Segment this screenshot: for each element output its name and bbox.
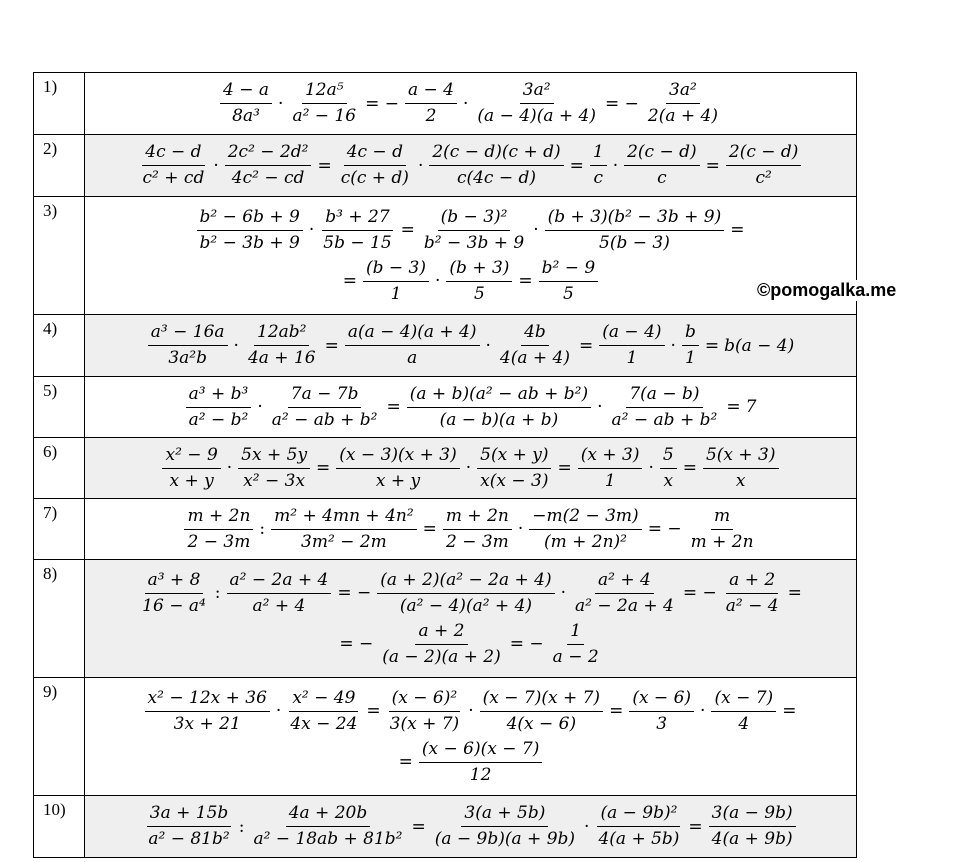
fraction (529, 504, 641, 555)
table-row (34, 498, 856, 559)
numerator: (x − 6) (629, 686, 694, 712)
numerator: (b − 3)² (438, 205, 511, 231)
operator: · (213, 155, 219, 176)
operator: · (275, 701, 282, 721)
fraction (550, 619, 602, 670)
denominator: b² − 3b + 9 (199, 232, 300, 253)
denominator: 3x + 21 (173, 713, 241, 734)
expression-text: 7 (745, 397, 757, 417)
denominator: 4(a + 9b) (711, 829, 793, 849)
fraction (184, 504, 253, 555)
fraction (599, 320, 664, 371)
denominator: 5 (563, 283, 574, 304)
fraction (578, 443, 643, 494)
fraction (539, 256, 599, 307)
numerator: b² − 9 (539, 256, 599, 282)
operator: = (730, 220, 745, 240)
numerator: (a + b)(a² − ab + b²) (407, 382, 591, 408)
denominator: 5 (474, 283, 485, 304)
equation-line (142, 686, 800, 737)
operator: · (533, 220, 539, 240)
equation-line (137, 140, 805, 191)
denominator: m + 2n (690, 531, 754, 552)
numerator: 4 − a (220, 78, 272, 104)
denominator: 4(a + 4) (499, 348, 570, 368)
fraction (419, 737, 542, 788)
operator: = (316, 458, 331, 478)
numerator: 7a − 7b (288, 382, 362, 408)
numerator: (a − 9b)² (597, 801, 680, 827)
operator: · (612, 155, 619, 176)
denominator: a² − 16 (292, 106, 357, 126)
denominator: 1 (390, 283, 402, 304)
operator: = (726, 397, 741, 417)
operator: = (518, 271, 533, 291)
operator: = (579, 335, 594, 356)
operator: = − (604, 93, 639, 114)
numerator: a³ − 16a (148, 320, 228, 346)
row-number: 5) (34, 377, 85, 437)
numerator: 12ab² (254, 320, 309, 346)
fraction (345, 320, 480, 371)
fraction (289, 78, 359, 129)
numerator: 1 (567, 619, 584, 645)
operator: = (782, 701, 797, 721)
numerator: a² − 2a + 4 (227, 568, 332, 594)
table-row (34, 314, 856, 376)
denominator: (a − 2)(a + 2) (382, 646, 501, 667)
operator: · (463, 93, 469, 114)
solutions-table (33, 72, 857, 858)
denominator: (m + 2n)² (543, 531, 627, 552)
denominator: 12 (469, 764, 492, 785)
numerator: 2c² − 2d² (225, 140, 312, 166)
fraction (726, 140, 802, 191)
fraction (497, 320, 573, 371)
numerator: 12a⁵ (302, 78, 347, 104)
numerator: 1 (590, 140, 607, 166)
numerator: b² − 6b + 9 (197, 205, 303, 231)
fraction (269, 382, 381, 433)
numerator: 4c − d (344, 140, 406, 166)
operator: = (688, 816, 703, 837)
fraction (629, 686, 694, 737)
row-number: 2) (34, 135, 85, 196)
numerator: (x + 3) (578, 443, 643, 469)
table-row (34, 196, 856, 314)
denominator: x + y (169, 470, 214, 491)
denominator: 2(a + 4) (647, 106, 718, 126)
equation-line (142, 801, 798, 852)
operator: · (278, 93, 284, 114)
denominator: a² − ab + b² (611, 409, 718, 430)
fraction (595, 801, 682, 852)
denominator: 4c² − cd (231, 168, 305, 188)
operator: · (597, 397, 603, 417)
operator: = − (647, 519, 682, 539)
operator: = (400, 220, 415, 240)
fraction (139, 568, 209, 619)
fraction (238, 443, 310, 494)
numerator: x² − 49 (289, 686, 358, 712)
numerator: a³ + b³ (186, 382, 252, 408)
denominator: 4 (738, 713, 750, 734)
numerator: a(a − 4)(a + 4) (345, 320, 480, 346)
row-number: 6) (34, 438, 85, 498)
denominator: 4(x − 6) (506, 713, 577, 734)
denominator: 2 − 3m (187, 531, 251, 552)
operator: = (609, 701, 624, 721)
equation-line (181, 504, 759, 555)
fraction (703, 443, 779, 494)
operator: · (435, 271, 441, 291)
equation-cell (85, 560, 856, 677)
denominator: a² − 2a + 4 (575, 595, 674, 616)
denominator: (a − b)(a + b) (439, 409, 559, 430)
equation-line (145, 320, 796, 371)
operator: = (324, 335, 339, 356)
denominator: x (735, 470, 746, 491)
denominator: a² − ab + b² (271, 409, 378, 430)
fraction (477, 443, 551, 494)
equation-line (396, 737, 546, 788)
equation-line (159, 443, 781, 494)
numerator: 5 (660, 443, 677, 469)
denominator: x(x − 3) (480, 470, 549, 491)
numerator: (a − 4) (599, 320, 664, 346)
fraction (379, 619, 504, 670)
equation-line (136, 568, 805, 619)
numerator: 2(c − d) (726, 140, 802, 166)
operator: : (238, 816, 245, 837)
fraction (429, 140, 563, 191)
operator: = (411, 816, 426, 837)
fraction (682, 320, 699, 371)
fraction (271, 504, 417, 555)
numerator: 4c − d (142, 140, 204, 166)
operator: · (584, 816, 590, 837)
operator: · (670, 335, 676, 356)
denominator: 2 (425, 106, 437, 126)
denominator: (a − 4)(a + 4) (477, 106, 596, 126)
denominator: x (663, 470, 674, 491)
numerator: 3a + 15b (147, 801, 232, 827)
numerator: a² + 4 (595, 568, 654, 594)
operator: · (517, 519, 524, 539)
numerator: 5(x + y) (477, 443, 551, 469)
equation-cell (85, 499, 856, 559)
numerator: 5x + 5y (238, 443, 310, 469)
numerator: 3(a + 5b) (461, 801, 548, 827)
fraction (432, 801, 578, 852)
operator: = − (339, 634, 374, 654)
denominator: 1 (626, 348, 638, 368)
fraction (387, 686, 463, 737)
operator: · (465, 458, 472, 478)
expression-text: b(a − 4) (724, 335, 795, 356)
fraction (225, 140, 312, 191)
numerator: (x − 6)(x − 7) (419, 737, 542, 763)
denominator: 8a³ (232, 106, 260, 126)
denominator: x² − 3x (243, 470, 306, 491)
fraction (148, 320, 228, 371)
denominator: a (407, 348, 418, 368)
denominator: a² + 4 (252, 595, 306, 616)
row-number: 3) (34, 197, 85, 314)
operator: = (398, 752, 413, 772)
fraction (688, 504, 757, 555)
denominator: b² − 3b + 9 (423, 232, 525, 253)
denominator: c (593, 168, 604, 188)
denominator: a − 2 (552, 646, 599, 667)
numerator: x² − 9 (162, 443, 220, 469)
denominator: 5(b − 3) (599, 232, 670, 253)
fraction (220, 78, 272, 129)
operator: = (705, 155, 720, 176)
numerator: b³ + 27 (322, 205, 392, 231)
denominator: 5b − 15 (323, 232, 392, 253)
operator: = (342, 271, 357, 291)
numerator: 4b (521, 320, 549, 346)
numerator: 3(a − 9b) (709, 801, 796, 827)
denominator: a² − b² (188, 409, 249, 430)
denominator: (a − 9b)(a + 9b) (434, 829, 576, 849)
denominator: x + y (375, 470, 421, 491)
equation-cell (85, 796, 856, 857)
fraction (480, 686, 603, 737)
fraction (250, 801, 405, 852)
equation-cell (85, 678, 856, 795)
row-number: 1) (34, 73, 85, 134)
operator: · (485, 335, 491, 356)
denominator: c² (755, 168, 772, 188)
numerator: x² − 12x + 36 (145, 686, 270, 712)
equation-cell (85, 73, 856, 134)
operator: = (386, 397, 401, 417)
denominator: 1 (684, 348, 696, 368)
operator: = − (682, 583, 717, 603)
watermark: ©pomogalka.me (757, 280, 897, 300)
denominator: 3m² − 2m (301, 531, 387, 552)
numerator: 3a² (666, 78, 700, 104)
fraction (245, 320, 319, 371)
numerator: (x − 6)² (389, 686, 461, 712)
numerator: m + 2n (184, 504, 253, 530)
numerator: (x − 7) (711, 686, 776, 712)
numerator: 3a² (520, 78, 554, 104)
numerator: (x − 7)(x + 7) (480, 686, 603, 712)
denominator: 3a²b (168, 348, 207, 368)
table-row (34, 559, 856, 677)
fraction (320, 205, 394, 256)
operator: = (569, 155, 584, 176)
operator: = − (365, 93, 399, 114)
numerator: m + 2n (443, 504, 512, 530)
fraction (405, 78, 457, 129)
fraction (709, 801, 796, 852)
row-number: 9) (34, 678, 85, 795)
fraction (645, 78, 721, 129)
denominator: 4(a + 5b) (598, 829, 680, 849)
denominator: a² − 4 (725, 595, 779, 616)
operator: = − (509, 634, 544, 654)
numerator: −m(2 − 3m) (529, 504, 641, 530)
operator: = − (337, 583, 372, 603)
operator: = (317, 155, 332, 176)
operator: = (704, 335, 720, 356)
equation-cell (85, 197, 856, 314)
numerator: a + 2 (415, 619, 467, 645)
operator: · (417, 155, 424, 176)
numerator: b (682, 320, 699, 346)
denominator: 16 − a⁴ (142, 595, 206, 616)
denominator: c(c + d) (340, 168, 409, 188)
numerator: m² + 4mn + 4n² (271, 504, 417, 530)
operator: · (226, 458, 233, 478)
operator: · (648, 458, 654, 478)
row-number: 8) (34, 560, 85, 677)
denominator: a² − 81b² (148, 829, 230, 849)
fraction (140, 140, 208, 191)
fraction (162, 443, 220, 494)
denominator: 4a + 16 (247, 348, 316, 368)
denominator: 2 − 3m (445, 531, 509, 552)
denominator: 3 (656, 713, 668, 734)
operator: · (700, 701, 706, 721)
fraction (336, 443, 459, 494)
fraction (711, 686, 776, 737)
operator: · (308, 220, 315, 240)
operator: = (682, 458, 697, 478)
operator: = (787, 583, 802, 603)
fraction (338, 140, 412, 191)
fraction (186, 382, 252, 433)
numerator: (x − 3)(x + 3) (336, 443, 459, 469)
numerator: (b + 3)(b² − 3b + 9) (545, 205, 725, 231)
equation-cell (85, 438, 856, 498)
row-number: 7) (34, 499, 85, 559)
table-row (34, 795, 856, 857)
operator: = (366, 701, 381, 721)
operator: · (468, 701, 474, 721)
table-row (34, 677, 856, 795)
numerator: 2(c − d) (624, 140, 700, 166)
numerator: a³ + 8 (145, 568, 204, 594)
denominator: 4x − 24 (290, 713, 358, 734)
fraction (377, 568, 554, 619)
row-number: 10) (34, 796, 85, 857)
numerator: a − 4 (405, 78, 457, 104)
table-row (34, 73, 856, 134)
fraction (609, 382, 721, 433)
row-number: 4) (34, 315, 85, 376)
equation-line (183, 382, 759, 433)
denominator: c (657, 168, 667, 188)
operator: : (259, 519, 266, 539)
table-row (34, 134, 856, 196)
equation-line (194, 205, 748, 256)
fraction (227, 568, 332, 619)
numerator: a + 2 (726, 568, 778, 594)
operator: · (560, 583, 567, 603)
fraction (443, 504, 512, 555)
operator: · (233, 335, 239, 356)
operator: : (214, 583, 221, 603)
fraction (572, 568, 677, 619)
denominator: 1 (604, 470, 616, 491)
fraction (446, 256, 512, 307)
operator: · (257, 397, 263, 417)
fraction (421, 205, 527, 256)
equation-line (340, 256, 602, 307)
numerator: (b − 3) (363, 256, 429, 282)
fraction (407, 382, 591, 433)
denominator: 3(x + 7) (389, 713, 460, 734)
numerator: 2(c − d)(c + d) (429, 140, 563, 166)
fraction (590, 140, 607, 191)
equation-line (217, 78, 724, 129)
denominator: c² + cd (142, 168, 205, 188)
fraction (145, 801, 232, 852)
operator: = (422, 519, 437, 539)
fraction (145, 686, 270, 737)
numerator: 4a + 20b (286, 801, 371, 827)
numerator: 5(x + 3) (703, 443, 779, 469)
denominator: (a² − 4)(a² + 4) (399, 595, 533, 616)
fraction (474, 78, 599, 129)
denominator: a² − 18ab + 81b² (253, 829, 403, 849)
equation-line (336, 619, 604, 670)
fraction (363, 256, 429, 307)
fraction (624, 140, 700, 191)
fraction (660, 443, 677, 494)
numerator: m (711, 504, 733, 530)
denominator: c(4c − d) (456, 168, 537, 188)
table-row (34, 437, 856, 498)
equation-cell (85, 315, 856, 376)
numerator: (b + 3) (446, 256, 512, 282)
numerator: (a + 2)(a² − 2a + 4) (377, 568, 554, 594)
operator: = (557, 458, 572, 478)
numerator: 7(a − b) (626, 382, 702, 408)
equation-cell (85, 377, 856, 437)
fraction (723, 568, 782, 619)
table-row (34, 376, 856, 437)
fraction (197, 205, 303, 256)
equation-cell (85, 135, 856, 196)
fraction (287, 686, 360, 737)
fraction (545, 205, 725, 256)
